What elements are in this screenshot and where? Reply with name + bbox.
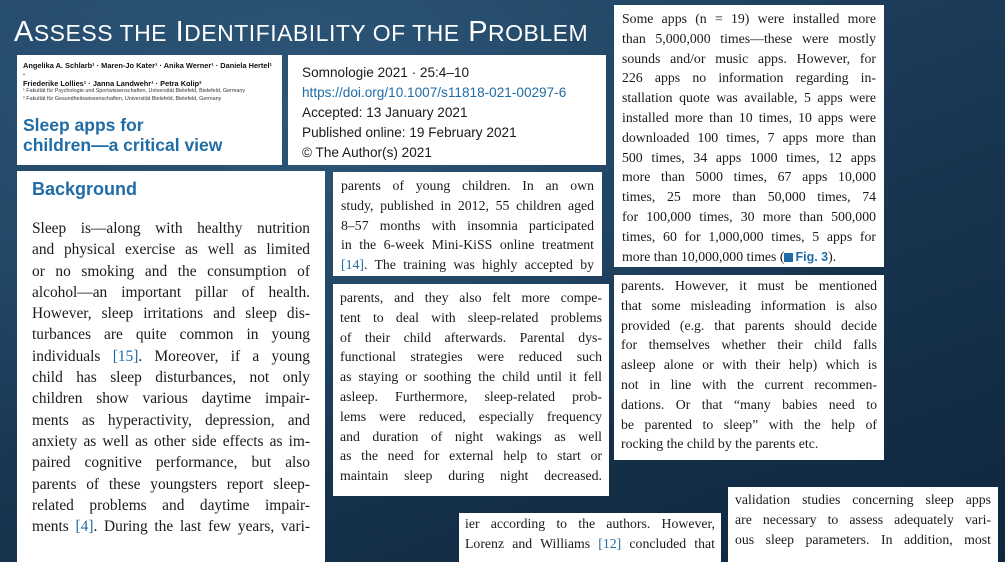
text-line: times, 25 more than 50,000 times, 74 [622, 189, 876, 205]
figure-link[interactable]: Fig. 3 [795, 249, 829, 264]
text-line: as staying or soothing the child until it fell [340, 369, 602, 385]
text-line: anxiety as well as other side effects as im- [32, 432, 310, 450]
text-line [32, 516, 310, 537]
accepted-date: Accepted: 13 January 2021 [302, 105, 468, 120]
citation-link[interactable]: [15] [112, 347, 139, 365]
section-heading: Background [32, 179, 138, 199]
text-line: 500 times, 34 apps 1000 times, 12 apps [622, 149, 876, 165]
text-line [465, 534, 715, 554]
text-line: are necessary to assess adequately vari- [735, 511, 991, 527]
text-line: lems were reduced, especially frequency [340, 408, 602, 424]
excerpt-paragraph [341, 176, 594, 275]
text-line: and physical exercise as well as limited [32, 241, 310, 259]
figure-link-icon [784, 253, 793, 262]
excerpt-column-4b [728, 487, 998, 562]
text-segment: Lorenz and Williams [465, 535, 599, 551]
title-part: DENTIFIABILITY OF THE [184, 20, 460, 46]
text-line: sounds and/or music apps. However, for [622, 50, 876, 66]
text-line: ments as hyperactivity, depression, and [32, 411, 310, 429]
text-line: Some apps (n = 19) were installed more [622, 11, 876, 26]
text-line: than 5,000,000 times—these were mostly [622, 30, 876, 46]
text-line: children show various daytime impair- [32, 390, 310, 408]
text-line: 226 apps no information regarding in- [622, 70, 876, 86]
text-line: provided (e.g. that parents should decide [621, 317, 877, 333]
text-line: parents. However, it must be mentioned [621, 278, 877, 293]
text-line: installed more than 10 times, 10 apps were [622, 109, 876, 125]
affiliation-1: ¹ Fakultät für Psychologie und Sportwissenschaften, Universität Bielefeld, Bielefeld, Germany [23, 88, 246, 94]
text-segment: concluded that [621, 535, 715, 551]
text-segment: individuals [32, 347, 113, 365]
excerpt-column-3b [614, 275, 884, 460]
text-line: be parented to sleep” with the help of [621, 416, 877, 432]
text-line: functional strategies were reduced such [340, 349, 602, 365]
excerpt-paragraph [340, 288, 602, 486]
text-segment: ments [32, 518, 76, 536]
text-line: study, published in 2012, 55 children aged [341, 197, 594, 213]
citation-link[interactable]: [12] [598, 535, 622, 551]
text-line: parents of these youngsters report sleep- [32, 475, 310, 493]
text-line: that some misleading information is also [621, 297, 877, 313]
text-line: paired cognitive performance, but also [32, 454, 310, 472]
slide-title [14, 12, 614, 52]
authors-line-1: Angelika A. Schlarb¹ · Maren-Jo Kater¹ · Anika Werner¹ · Daniela Hertel¹ · [23, 61, 273, 79]
text-line [341, 255, 594, 275]
excerpt-paragraph [621, 276, 877, 454]
text-line: ous sleep parameters. In addition, most [735, 531, 991, 547]
journal-citation: Somnologie 2021 · 25:4–10 [302, 65, 470, 80]
excerpt-paragraph [735, 490, 991, 549]
citation-link[interactable]: [4] [75, 518, 94, 536]
text-segment: more than 10,000,000 times ( [622, 248, 785, 264]
text-line: child has sleep disturbances, not only [32, 369, 310, 387]
title-part: P [459, 16, 489, 48]
excerpt-column-3a [614, 5, 884, 267]
background-paragraph [32, 218, 310, 537]
text-line: turbances are quite common in young [32, 326, 310, 344]
doi-link[interactable]: https://doi.org/10.1007/s11818-021-00297-6 [302, 85, 567, 100]
text-line: for 100,000 times, 30 more than 500,000 [622, 208, 876, 224]
text-line: for themselves whether their child falls [621, 337, 877, 353]
title-part: SSESS THE [33, 20, 168, 46]
text-line: validation studies concerning sleep apps [735, 492, 991, 507]
article-title [23, 115, 276, 155]
text-line: asleep. Furthermore, sleep-related prob- [340, 388, 602, 404]
text-line: parents, and they also felt more compe- [340, 290, 602, 305]
text-segment: . During the last few years, vari- [93, 518, 310, 536]
text-line [32, 346, 310, 367]
text-line: asleep alone or with their help) which is [621, 357, 877, 373]
title-part: I [167, 16, 185, 48]
published-date: Published online: 19 February 2021 [302, 125, 517, 140]
text-line: more than 5000 times, 67 apps 10,000 [622, 169, 876, 185]
article-metadata-card [288, 55, 606, 165]
text-line: and duration of night wakings as well [340, 428, 602, 444]
text-line: stallation quote was available, 5 apps were [622, 90, 876, 106]
article-title-line-1: Sleep apps for [23, 115, 144, 136]
text-line: maintain sleep during night decreased. [340, 468, 602, 484]
citation-link[interactable]: [14] [341, 257, 364, 273]
text-line: of their child afterwards. Parental dys- [340, 329, 602, 345]
excerpt-paragraph [622, 9, 876, 267]
copyright: © The Author(s) 2021 [302, 145, 432, 160]
text-line: However, sleep irritations and sleep dis- [32, 305, 310, 323]
text-line: or no smoking and the consumption of [32, 262, 310, 280]
text-line: in the 6-week Mini-KiSS online treatment [341, 237, 594, 253]
text-line: tent to deal with sleep-related problems [340, 309, 602, 325]
excerpt-paragraph [465, 514, 715, 554]
article-title-line-2: children—a critical view [23, 135, 223, 156]
text-line: parents of young children. In an own [341, 178, 594, 193]
text-line: not in line with the current recommen- [621, 376, 877, 392]
text-line: downloaded 100 times, 7 apps more than [622, 129, 876, 145]
text-line [622, 247, 876, 267]
text-line: as the need for external help to start or [340, 448, 602, 464]
text-segment: . Moreover, if a young [138, 347, 310, 365]
authors-line-2: Friederike Lollies¹ · Janna Landwehr¹ · Petra Kolip² [23, 79, 202, 88]
text-segment: ). [828, 248, 837, 264]
article-header-card [17, 55, 282, 165]
text-line: rocking the child by the parents etc. [621, 436, 819, 452]
excerpt-column-2a [333, 172, 602, 276]
text-line: ier according to the authors. However, [465, 516, 715, 531]
title-part: ROBLEM [488, 20, 589, 46]
text-line: alcohol—an important pillar of health. [32, 283, 310, 301]
text-line: dations. Or that “many babies need to [621, 396, 877, 412]
excerpt-column-4a [459, 513, 721, 562]
text-line: related problems and daytime impair- [32, 496, 310, 514]
text-line: Sleep is—along with healthy nutrition [32, 220, 310, 237]
affiliation-2: ² Fakultät für Gesundheitswissenschaften, Universität Bielefeld, Bielefeld, Germany [23, 95, 222, 102]
text-segment: . The training was highly accepted by [364, 257, 594, 273]
background-section [17, 171, 325, 562]
excerpt-column-2b [333, 284, 609, 496]
text-line: times, 60 for 1,000,000 times, 5 apps for [622, 228, 876, 244]
title-part: A [14, 16, 34, 48]
text-line: 8–57 months with insomnia participated [341, 217, 594, 233]
